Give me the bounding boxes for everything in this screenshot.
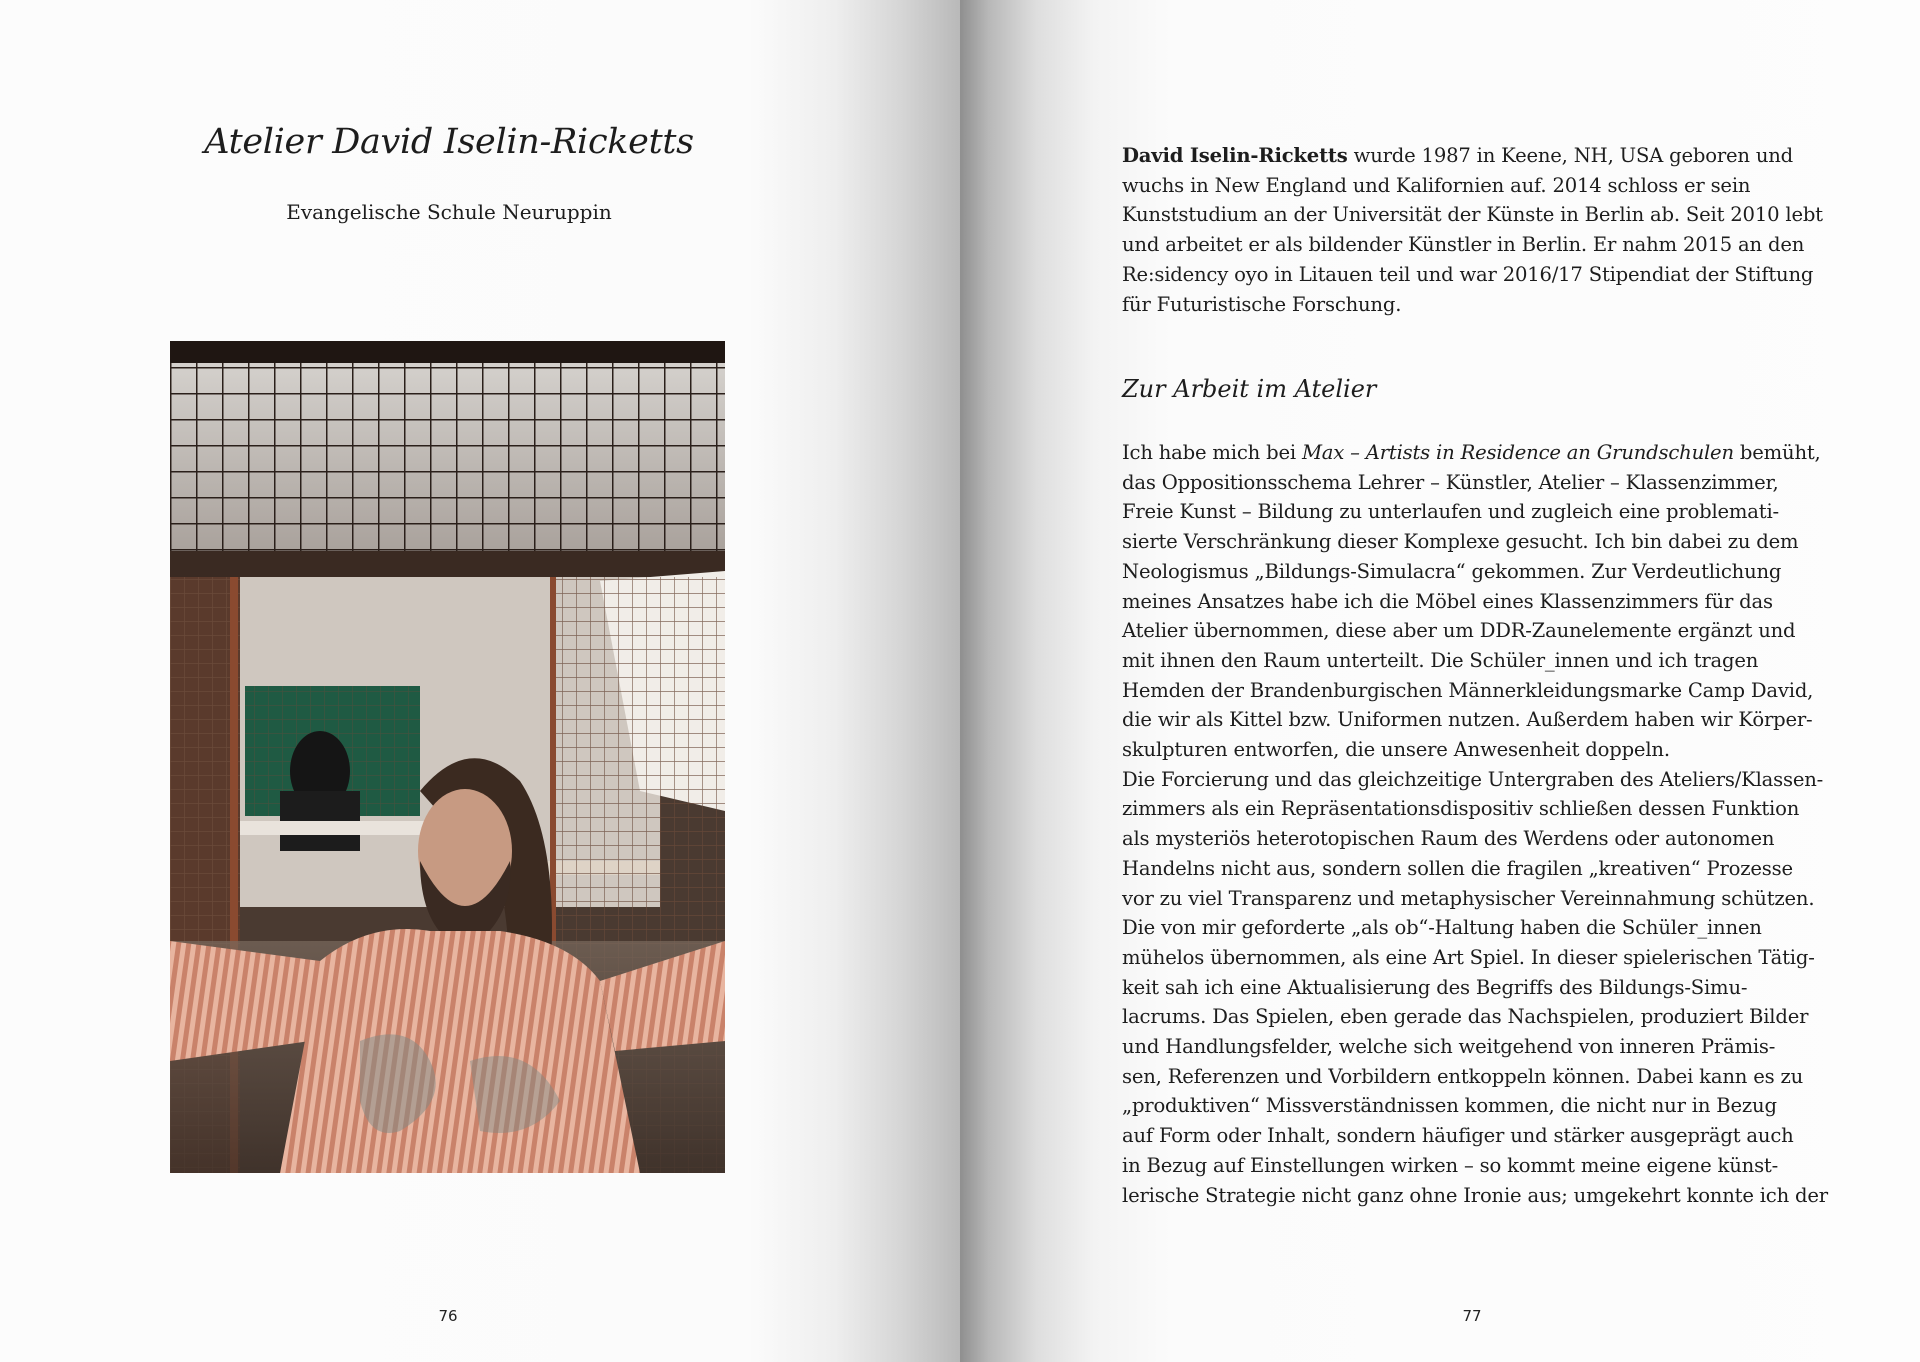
photo-illustration — [170, 341, 725, 1173]
essay-line: lacrums. Das Spielen, eben gerade das Nachspielen, produziert Bilder — [1122, 1005, 1809, 1029]
essay-line: als mysteriös heterotopischen Raum des Werdens oder autonomen — [1122, 827, 1775, 851]
essay-line: in Bezug auf Einstellungen wirken – so kommt meine eigene künst- — [1122, 1153, 1779, 1177]
essay-line: mühelos übernommen, als eine Art Spiel. In dieser spielerischen Tätig- — [1122, 945, 1815, 969]
essay-line: Hemden der Brandenburgischen Männerkleidungsmarke Camp David, — [1122, 678, 1814, 702]
essay-line: Neologismus „Bildungs-Simulacra“ gekommen. Zur Verdeutlichung — [1122, 559, 1782, 583]
page-title: Atelier David Iselin-Ricketts — [204, 122, 694, 162]
essay-line: Freie Kunst – Bildung zu unterlaufen und zugleich eine problemati- — [1122, 500, 1779, 524]
artist-portrait-photo — [170, 341, 725, 1173]
essay-line: und Handlungsfelder, welche sich weitgehend von inneren Prämis- — [1122, 1035, 1776, 1059]
essay-line: sen, Referenzen und Vorbildern entkoppeln können. Dabei kann es zu — [1122, 1064, 1804, 1088]
essay-line: auf Form oder Inhalt, sondern häufiger und stärker ausgeprägt auch — [1122, 1124, 1794, 1148]
essay-line: Handelns nicht aus, sondern sollen die fragilen „kreativen“ Prozesse — [1122, 856, 1793, 880]
bio-line: David Iselin-Ricketts wurde 1987 in Keene, NH, USA geboren und — [1122, 144, 1794, 167]
section-heading: Zur Arbeit im Atelier — [1122, 375, 1377, 403]
essay-line: Die von mir geforderte „als ob“-Haltung haben die Schüler_innen — [1122, 916, 1762, 940]
essay-line: mit ihnen den Raum unterteilt. Die Schüler_innen und ich tragen — [1122, 648, 1759, 672]
essay-line: keit sah ich eine Aktualisierung des Begriffs des Bildungs-Simu- — [1122, 975, 1748, 999]
artist-bio — [1122, 141, 1827, 319]
essay-line: zimmers als ein Repräsentationsdispositiv schließen dessen Funktion — [1122, 797, 1800, 821]
essay-line: lerische Strategie nicht ganz ohne Ironie aus; umgekehrt konnte ich der — [1122, 1183, 1828, 1207]
essay-line: Die Forcierung und das gleichzeitige Untergraben des Ateliers/Klassen- — [1122, 767, 1824, 791]
bio-line: für Futuristische Forschung. — [1122, 292, 1402, 316]
essay-line: Ich habe mich bei Max – Artists in Residence an Grundschulen bemüht, — [1122, 441, 1821, 464]
page-subtitle: Evangelische Schule Neuruppin — [286, 200, 612, 224]
bio-line: Re:sidency oyo in Litauen teil und war 2016/17 Stipendiat der Stiftung — [1122, 262, 1814, 286]
bio-line: und arbeitet er als bildender Künstler in Berlin. Er nahm 2015 an den — [1122, 233, 1805, 257]
essay-line: das Oppositionsschema Lehrer – Künstler, Atelier – Klassenzimmer, — [1122, 470, 1779, 494]
bio-line: wuchs in New England und Kalifornien auf. 2014 schloss er sein — [1122, 173, 1751, 197]
essay-text — [1122, 438, 1827, 1210]
essay-line: vor zu viel Transparenz und metaphysischer Vereinnahmung schützen. — [1122, 886, 1815, 910]
page-number-right: 77 — [1462, 1307, 1482, 1325]
page-number-left: 76 — [438, 1307, 458, 1325]
bio-line: Kunststudium an der Universität der Künste in Berlin ab. Seit 2010 lebt — [1122, 203, 1823, 227]
program-title: Max – Artists in Residence an Grundschulen — [1301, 441, 1734, 464]
essay-line: Atelier übernommen, diese aber um DDR-Zaunelemente ergänzt und — [1122, 619, 1796, 643]
essay-line: „produktiven“ Missverständnissen kommen, die nicht nur in Bezug — [1122, 1094, 1777, 1118]
essay-line: sierte Verschränkung dieser Komplexe gesucht. Ich bin dabei zu dem — [1122, 530, 1799, 554]
essay-line: die wir als Kittel bzw. Uniformen nutzen. Außerdem haben wir Körper- — [1122, 708, 1813, 732]
essay-line: meines Ansatzes habe ich die Möbel eines Klassenzimmers für das — [1122, 589, 1773, 613]
essay-line: skulpturen entworfen, die unsere Anwesenheit doppeln. — [1122, 738, 1670, 762]
artist-name: David Iselin-Ricketts — [1122, 144, 1348, 167]
